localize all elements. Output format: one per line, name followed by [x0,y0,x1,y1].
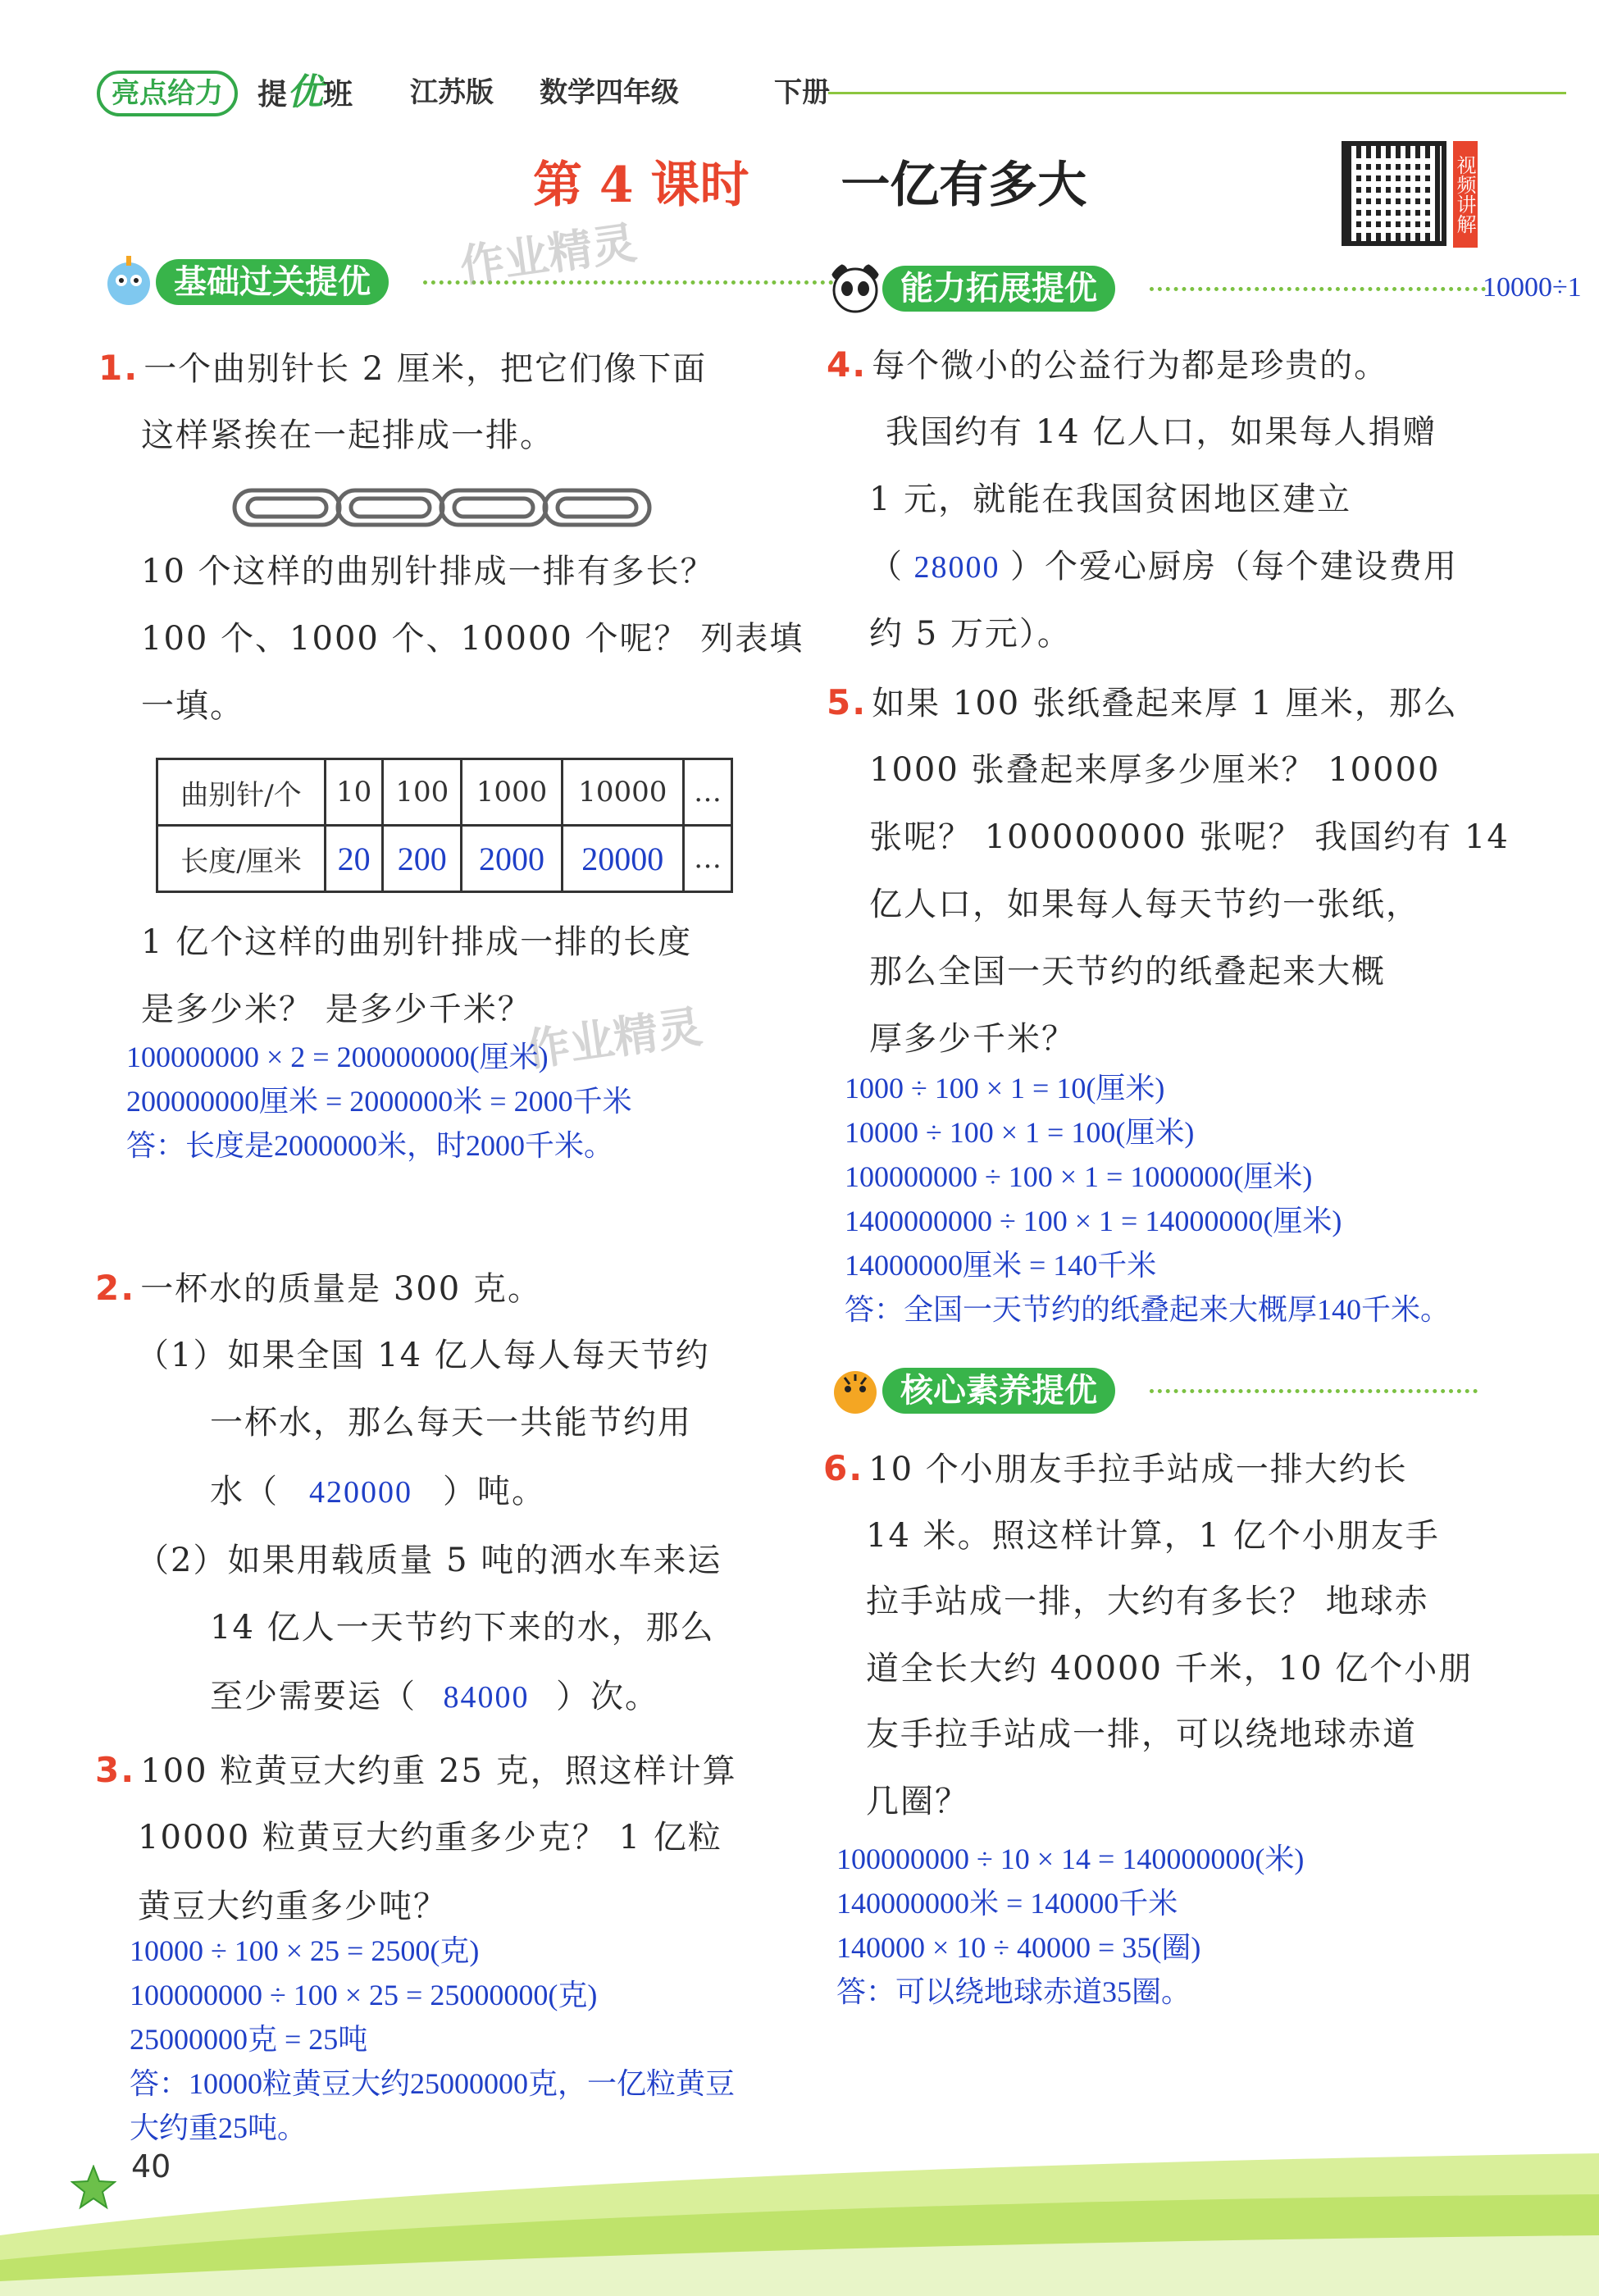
q1-line-2: 这样紧挨在一起排成一排。 [141,417,554,454]
q5-answer-6: 答：全国一天节约的纸叠起来大概厚140千米。 [845,1293,1451,1326]
q5-answer-3: 100000000 ÷ 100 × 1 = 1000000(厘米) [845,1160,1313,1193]
star-icon [71,2165,116,2211]
q4-line-5: 约 5 万元）。 [869,615,1072,653]
q5-line-5: 那么全国一天节约的纸叠起来大概 [869,953,1386,991]
answer-cell: 20000 [562,826,683,892]
q6-answer-3: 140000 × 10 ÷ 40000 = 35(圈) [836,1931,1201,1964]
q2-number: 2. [95,1268,136,1308]
watermark: 作业精灵 [457,216,640,293]
page-number: 40 [131,2148,171,2184]
brand-logo: 亮点给力 [97,71,238,116]
edition-label: 江苏版 [410,76,494,109]
answer-cell: 20 [326,826,383,892]
overflow-fragment: 10000÷1 [1483,272,1582,303]
lesson-title [533,153,1086,218]
q3-line-2: 10000 粒黄豆大约重多少克？ 1 亿粒 [138,1819,722,1856]
paperclip-row-icon [231,484,658,531]
q2-p2-line-1: （2）如果用载质量 5 吨的洒水车来运 [136,1542,722,1579]
section-core-title: 核心素养提优 [882,1368,1115,1414]
q4-line-2: 我国约有 14 亿人口，如果每人捐赠 [886,413,1437,451]
answer-cell: 2000 [462,826,562,892]
q6-line-2: 14 米。照这样计算，1 亿个小朋友手 [866,1517,1440,1555]
q2-p1-answer: 420000 [309,1475,412,1510]
q6-line-1: 6. 10 个小朋友手拉手站成一排大约长 [823,1448,1408,1488]
q1-number: 1. [98,348,139,388]
section-basic-title: 基础过关提优 [156,259,389,305]
q3-answer-1: 10000 ÷ 100 × 25 = 2500(克) [130,1934,480,1967]
q6-line-6: 几圈？ [866,1783,969,1820]
table-cell: 1000 [462,759,562,826]
robot-mascot-icon [102,254,156,308]
table-header-cell: 长度/厘米 [157,826,326,892]
q1-line-5: 一填。 [141,687,244,725]
table-header-cell: 曲别针/个 [157,759,326,826]
q2-p1-line-1: （1）如果全国 14 亿人每人每天节约 [136,1337,710,1374]
q1-line-1: 1. 一个曲别针长 2 厘米，把它们像下面 [98,348,708,388]
q5-line-1: 5. 如果 100 张纸叠起来厚 1 厘米，那么 [827,682,1458,722]
section-core [828,1363,1484,1417]
q3-answer-4: 答：10000粒黄豆大约25000000克，一亿粒黄豆 [130,2067,736,2100]
footer-grass-band [0,2137,1599,2296]
q1-line-7: 是多少米？ 是多少千米？ [141,991,532,1028]
section-ability [828,261,1484,315]
q6-line-4: 道全长大约 40000 千米，10 亿个小朋 [866,1650,1474,1688]
answer-cell: 200 [383,826,462,892]
volume-label: 下册 [774,76,830,109]
section-basic [102,254,758,308]
qr-code[interactable] [1342,141,1446,246]
q1-answer-3: 答：长度是2000000米，时2000千米。 [126,1129,614,1162]
section-ability-title: 能力拓展提优 [882,266,1115,312]
table-row [157,759,732,826]
q2-p1-line-3: 水（ 420000 ）吨。 [210,1458,546,1526]
q5-answer-1: 1000 ÷ 100 × 1 = 10(厘米) [845,1072,1165,1105]
q3-number: 3. [95,1750,136,1790]
q1-line-3: 10 个这样的曲别针排成一排有多长？ [141,553,715,590]
q5-answer-5: 14000000厘米 = 140千米 [845,1249,1157,1282]
q5-answer-2: 10000 ÷ 100 × 1 = 100(厘米) [845,1116,1195,1149]
table-cell: 10 [326,759,383,826]
q6-answer-2: 140000000米 = 140000千米 [836,1887,1178,1920]
table-cell: 100 [383,759,462,826]
panda-mascot-icon [828,261,882,315]
header-divider [828,92,1566,94]
lesson-number: 第 4 课时 [533,157,749,214]
q1-answer-2: 200000000厘米 = 2000000米 = 2000千米 [126,1085,632,1118]
q5-line-2: 1000 张叠起来厚多少厘米？ 10000 [869,751,1441,789]
q6-line-3: 拉手站成一排，大约有多长？ 地球赤 [866,1583,1429,1620]
q6-answer-4: 答：可以绕地球赤道35圈。 [836,1975,1191,2008]
q2-line-1: 2. 一杯水的质量是 300 克。 [95,1268,542,1308]
q1-line-4: 100 个、1000 个、10000 个呢？ 列表填 [141,620,804,658]
q4-answer: 28000 [913,550,1000,585]
q5-line-6: 厚多少千米？ [869,1020,1076,1058]
q2-p1-line-2: 一杯水，那么每天一共能节约用 [210,1404,692,1442]
q4-line-3: 1 元，就能在我国贫困地区建立 [869,481,1352,518]
table-cell: … [683,759,731,826]
q2-p2-line-2: 14 亿人一天节约下来的水，那么 [210,1609,715,1647]
table-cell: 10000 [562,759,683,826]
page-header [97,64,1483,123]
table-cell: … [683,826,731,892]
q6-number: 6. [823,1448,864,1488]
q4-number: 4. [827,344,868,385]
q6-line-5: 友手拉手站成一排，可以绕地球赤道 [866,1715,1417,1753]
q3-answer-2: 100000000 ÷ 100 × 25 = 25000000(克) [130,1979,598,2011]
q2-p2-answer: 84000 [443,1680,530,1715]
video-explain-tag[interactable]: 视频讲解 [1453,141,1478,248]
q6-answer-1: 100000000 ÷ 10 × 14 = 140000000(米) [836,1843,1305,1875]
subject-label: 数学四年级 [540,76,679,109]
lesson-topic: 一亿有多大 [840,157,1087,214]
q4-line-1: 4. 每个微小的公益行为都是珍贵的。 [827,344,1389,385]
q3-answer-3: 25000000克 = 25吨 [130,2023,368,2056]
q3-line-1: 3. 100 粒黄豆大约重 25 克，照这样计算 [95,1750,737,1790]
q1-answer-1: 100000000 × 2 = 200000000(厘米) [126,1041,549,1073]
series-name: 提优班 [257,71,353,113]
q4-line-4: （ 28000 ）个爱心厨房（每个建设费用 [869,533,1458,601]
q1-table [156,758,733,893]
table-row [157,826,732,892]
q5-answer-4: 1400000000 ÷ 100 × 1 = 14000000(厘米) [845,1205,1342,1237]
q5-line-4: 亿人口，如果每人每天节约一张纸， [869,886,1420,923]
q3-line-3: 黄豆大约重多少吨？ [138,1888,448,1925]
q1-line-6: 1 亿个这样的曲别针排成一排的长度 [141,923,693,961]
tiger-mascot-icon [828,1363,882,1417]
q3-answer-5: 大约重25吨。 [130,2112,308,2144]
watermark: 作业精灵 [522,1000,705,1077]
q2-p2-line-3: 至少需要运（ 84000 ）次。 [210,1663,659,1731]
q5-line-3: 张呢？ 100000000 张呢？ 我国约有 14 [869,818,1510,856]
q5-number: 5. [827,682,868,722]
